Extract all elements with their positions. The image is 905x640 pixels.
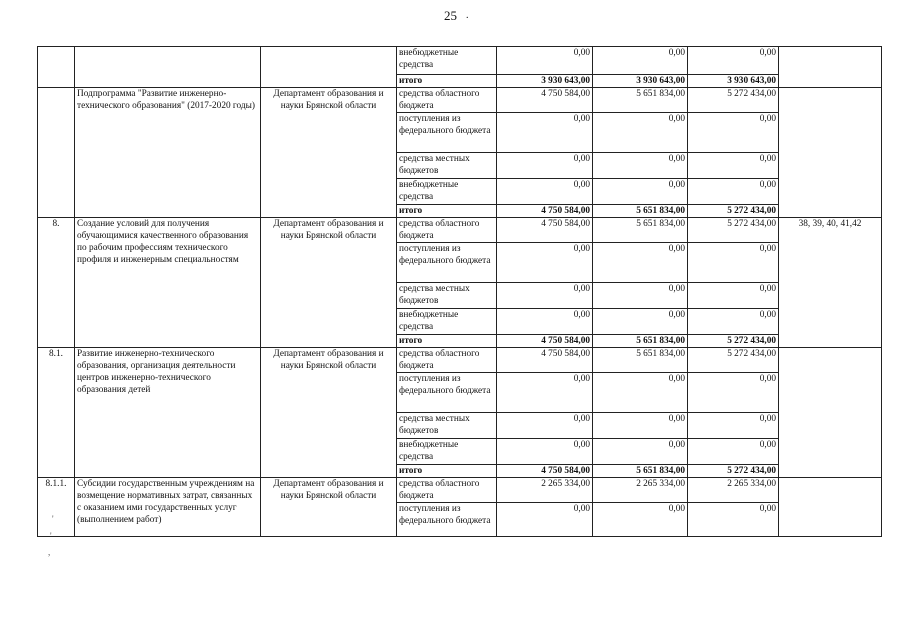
amount-cell: 5 272 434,00 bbox=[688, 88, 779, 113]
source-label: итого bbox=[397, 465, 497, 478]
amount-cell: 0,00 bbox=[688, 47, 779, 75]
budget-table bbox=[37, 46, 882, 537]
source-label: средства областного бюджета bbox=[397, 218, 497, 243]
amount-cell: 0,00 bbox=[497, 243, 593, 283]
indicators-cell bbox=[779, 478, 882, 537]
source-label: средства местных бюджетов bbox=[397, 283, 497, 309]
amount-cell: 4 750 584,00 bbox=[497, 465, 593, 478]
amount-cell: 0,00 bbox=[688, 439, 779, 465]
source-label: средства областного бюджета bbox=[397, 348, 497, 373]
amount-cell: 0,00 bbox=[593, 413, 688, 439]
amount-cell: 5 272 434,00 bbox=[688, 348, 779, 373]
amount-cell: 0,00 bbox=[497, 439, 593, 465]
num-cell bbox=[38, 88, 75, 218]
amount-cell: 5 272 434,00 bbox=[688, 205, 779, 218]
amount-cell: 4 750 584,00 bbox=[497, 218, 593, 243]
indicators-cell bbox=[779, 88, 882, 218]
source-label: средства местных бюджетов bbox=[397, 413, 497, 439]
indicators-cell: 38, 39, 40, 41,42 bbox=[779, 218, 882, 348]
page-number: 25 bbox=[444, 8, 457, 23]
amount-cell: 0,00 bbox=[497, 309, 593, 335]
source-label: итого bbox=[397, 335, 497, 348]
amount-cell: 5 272 434,00 bbox=[688, 218, 779, 243]
amount-cell: 5 651 834,00 bbox=[593, 88, 688, 113]
amount-cell: 0,00 bbox=[688, 283, 779, 309]
indicators-cell bbox=[779, 47, 882, 88]
table-row bbox=[38, 348, 882, 373]
source-label: внебюджетные средства bbox=[397, 439, 497, 465]
amount-cell: 0,00 bbox=[497, 413, 593, 439]
source-label: поступления из федерального бюджета bbox=[397, 503, 497, 537]
amount-cell: 2 265 334,00 bbox=[593, 478, 688, 503]
amount-cell: 5 651 834,00 bbox=[593, 335, 688, 348]
source-label: поступления из федерального бюджета bbox=[397, 373, 497, 413]
amount-cell: 2 265 334,00 bbox=[688, 478, 779, 503]
source-label: внебюджетные средства bbox=[397, 179, 497, 205]
source-label: средства областного бюджета bbox=[397, 478, 497, 503]
executor-cell: Департамент образования и науки Брянской области bbox=[261, 218, 397, 348]
executor-cell: Департамент образования и науки Брянской области bbox=[261, 88, 397, 218]
amount-cell: 5 651 834,00 bbox=[593, 218, 688, 243]
amount-cell: 0,00 bbox=[593, 439, 688, 465]
executor-cell: Департамент образования и науки Брянской области bbox=[261, 348, 397, 478]
amount-cell: 5 651 834,00 bbox=[593, 205, 688, 218]
amount-cell: 5 651 834,00 bbox=[593, 348, 688, 373]
source-label: итого bbox=[397, 205, 497, 218]
amount-cell: 3 930 643,00 bbox=[497, 75, 593, 88]
amount-cell: 5 272 434,00 bbox=[688, 335, 779, 348]
amount-cell: 0,00 bbox=[688, 373, 779, 413]
num-cell: 8.1.1. bbox=[38, 478, 75, 537]
amount-cell: 0,00 bbox=[688, 413, 779, 439]
amount-cell: 0,00 bbox=[497, 153, 593, 179]
source-label: поступления из федерального бюджета bbox=[397, 113, 497, 153]
margin-mark: ' bbox=[52, 514, 54, 524]
table-row bbox=[38, 47, 882, 75]
amount-cell: 0,00 bbox=[497, 47, 593, 75]
name-cell: Подпрограмма "Развитие инженерно-технического образования" (2017-2020 годы) bbox=[75, 88, 261, 218]
amount-cell: 4 750 584,00 bbox=[497, 88, 593, 113]
amount-cell: 0,00 bbox=[688, 113, 779, 153]
amount-cell: 0,00 bbox=[593, 113, 688, 153]
num-cell: 8.1. bbox=[38, 348, 75, 478]
amount-cell: 0,00 bbox=[497, 179, 593, 205]
amount-cell: 0,00 bbox=[688, 243, 779, 283]
name-cell: Создание условий для получения обучающимися качественного образования по рабочим профессиям технического профиля и инженерным специальностям bbox=[75, 218, 261, 348]
source-label: поступления из федерального бюджета bbox=[397, 243, 497, 283]
amount-cell: 0,00 bbox=[497, 283, 593, 309]
executor-cell bbox=[261, 47, 397, 88]
source-label: внебюджетные средства bbox=[397, 309, 497, 335]
amount-cell: 5 651 834,00 bbox=[593, 465, 688, 478]
amount-cell: 5 272 434,00 bbox=[688, 465, 779, 478]
amount-cell: 2 265 334,00 bbox=[497, 478, 593, 503]
amount-cell: 4 750 584,00 bbox=[497, 205, 593, 218]
amount-cell: 0,00 bbox=[593, 47, 688, 75]
source-label: средства областного бюджета bbox=[397, 88, 497, 113]
amount-cell: 0,00 bbox=[593, 503, 688, 537]
amount-cell: 0,00 bbox=[497, 503, 593, 537]
table-row bbox=[38, 88, 882, 113]
amount-cell: 3 930 643,00 bbox=[593, 75, 688, 88]
amount-cell: 0,00 bbox=[688, 309, 779, 335]
margin-mark: , bbox=[48, 547, 51, 557]
executor-cell: Департамент образования и науки Брянской области bbox=[261, 478, 397, 537]
source-label: внебюджетные средства bbox=[397, 47, 497, 75]
source-label: итого bbox=[397, 75, 497, 88]
amount-cell: 0,00 bbox=[688, 503, 779, 537]
amount-cell: 0,00 bbox=[593, 283, 688, 309]
table-row bbox=[38, 478, 882, 503]
name-cell bbox=[75, 47, 261, 88]
indicators-cell bbox=[779, 348, 882, 478]
amount-cell: 0,00 bbox=[593, 309, 688, 335]
margin-mark: ' bbox=[50, 531, 52, 541]
source-label: средства местных бюджетов bbox=[397, 153, 497, 179]
amount-cell: 4 750 584,00 bbox=[497, 335, 593, 348]
name-cell: Развитие инженерно-технического образования, организация деятельности центров инженерно-технического образования детей bbox=[75, 348, 261, 478]
num-cell: 8. bbox=[38, 218, 75, 348]
amount-cell: 0,00 bbox=[688, 153, 779, 179]
amount-cell: 4 750 584,00 bbox=[497, 348, 593, 373]
amount-cell: 3 930 643,00 bbox=[688, 75, 779, 88]
amount-cell: 0,00 bbox=[497, 373, 593, 413]
amount-cell: 0,00 bbox=[688, 179, 779, 205]
table-row bbox=[38, 218, 882, 243]
amount-cell: 0,00 bbox=[593, 153, 688, 179]
amount-cell: 0,00 bbox=[497, 113, 593, 153]
amount-cell: 0,00 bbox=[593, 373, 688, 413]
name-cell: Субсидии государственным учреждениям на возмещение нормативных затрат, связанных с оказанием ими государственных услуг (выполнением работ) bbox=[75, 478, 261, 537]
amount-cell: 0,00 bbox=[593, 243, 688, 283]
amount-cell: 0,00 bbox=[593, 179, 688, 205]
page-mark: . bbox=[466, 10, 469, 21]
num-cell bbox=[38, 47, 75, 88]
